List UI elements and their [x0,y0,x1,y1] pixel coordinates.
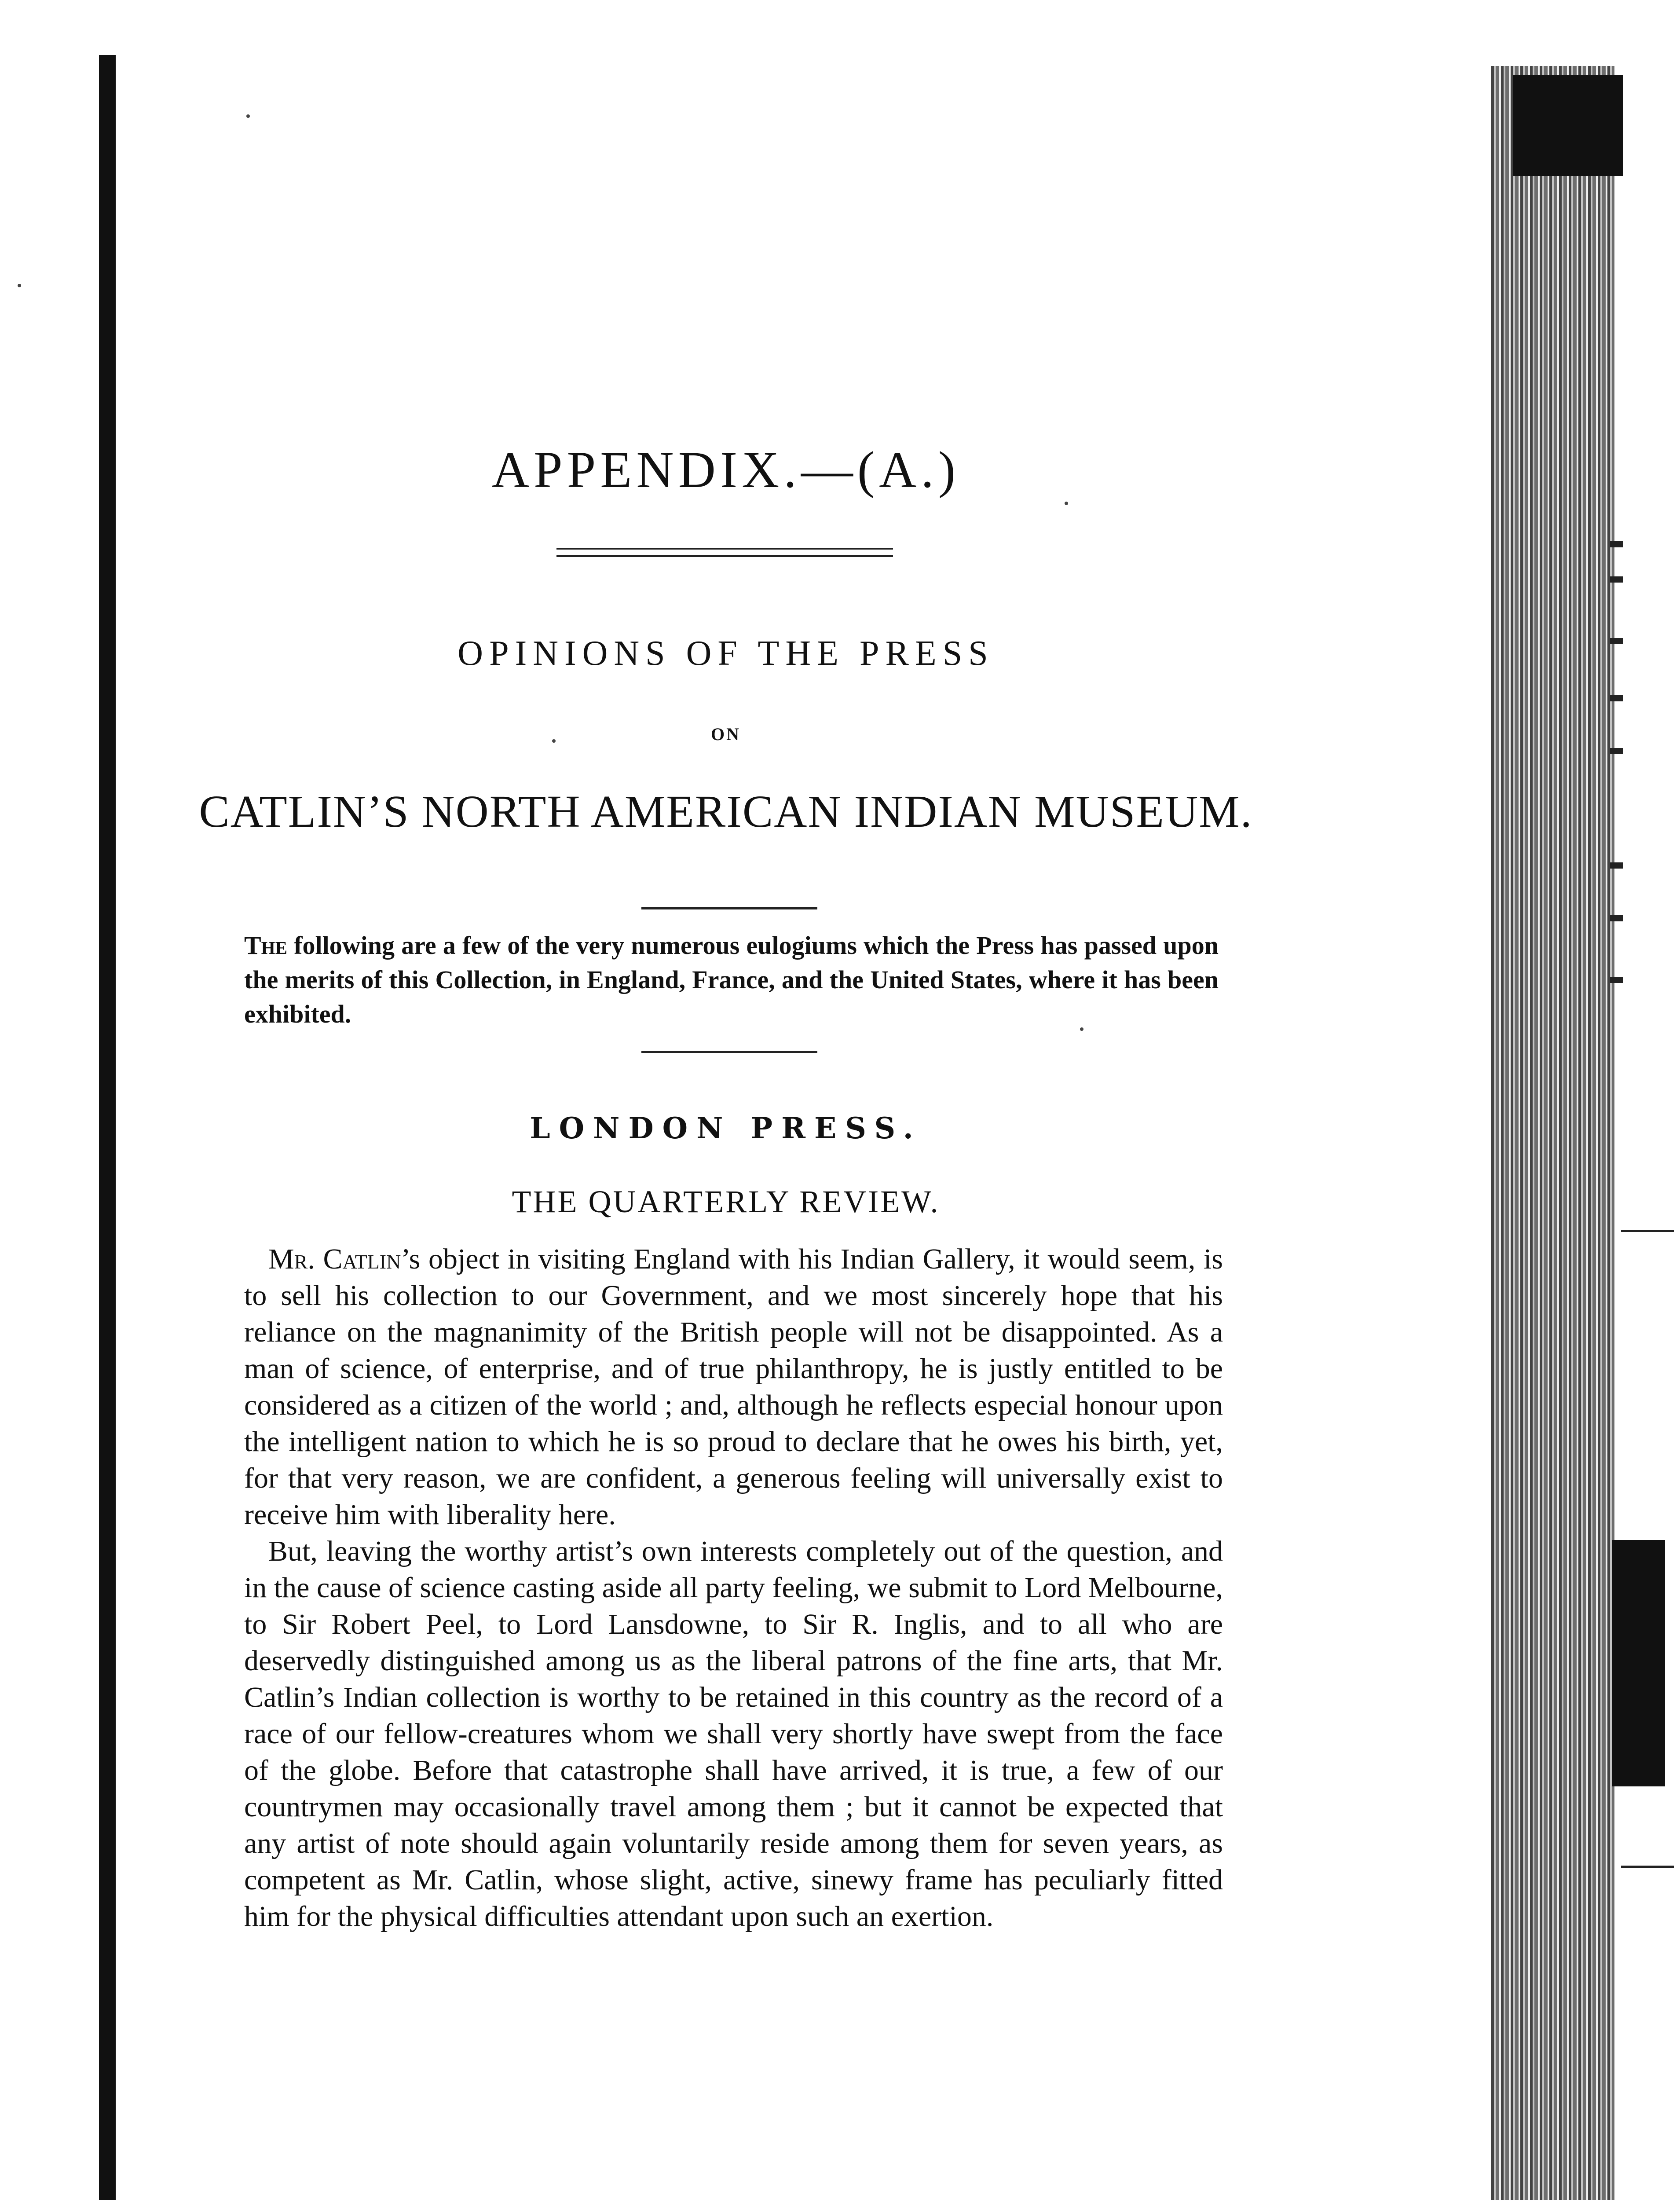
title-double-rule-top [556,548,893,550]
edge-tick [1610,541,1623,547]
paragraph-text: ’s object in visiting England with his Indian Gallery, it would seem, is to sell his collection to our Government, and we most sincerely hope that his reliance on the magnanimity of the British people will not be disappointed. As a man of science, of enterprise, and of true philanthropy, he is justly entitled to be considered as a citizen of the world ; and, although he reflects especial honour upon the intelligent nation to which he is so proud to declare that he owes his birth, yet, for that very reason, we are confident, a generous feeling will universally exist to receive him with liberality here. [244,1243,1223,1531]
edge-tick [1610,576,1623,583]
paragraph [244,1241,1223,1533]
section-heading: LONDON PRESS. [530,1111,922,1145]
edge-rule [1621,1866,1674,1868]
title-double-rule-bottom [556,555,893,557]
short-rule-top [641,907,817,909]
paragraph-text: But, leaving the worthy artist’s own interests completely out of the question, and in the cause of science casting aside all party feeling, we submit to Lord Melbourne, to Sir Robert Peel, to Lord Lansdowne, to Sir R. Inglis, and to all who are deservedly distinguished among us as the liberal patrons of the fine arts, that Mr. Catlin’s Indian collection is worthy to be retained in this country as the record of a race of our fellow-creatures whom we shall very shortly have swept from the face of the globe. Before that catastrophe shall have arrived, it is true, a few of our countrymen may occasionally travel among them ; but it cannot be expected that any artist of note should again voluntarily reside among them for seven years, as competent as Mr. Catlin, whose slight, active, sinewy frame has peculiarly fitted him for the physical difficulties attendant upon such an exertion. [244,1535,1223,1932]
paragraph [244,1533,1223,1935]
speck [246,114,250,118]
edge-rule [1621,1230,1674,1232]
paragraph-lead: Mr. Catlin [268,1243,401,1275]
intro-paragraph [244,928,1219,1031]
edge-tick [1610,915,1623,921]
short-rule-bottom [641,1051,817,1053]
page-edge-dark-block [1612,1540,1665,1786]
edge-tick [1610,977,1623,983]
intro-lead: The [244,931,287,960]
intro-text: following are a few of the very numerous eulogiums which the Press has passed upon the merits of this Collection, in England, France, and the United States, where it has been exhibited. [244,931,1219,1028]
body-text [244,1241,1223,1935]
edge-tick [1610,638,1623,644]
page-edge-dark-band [1513,75,1623,176]
edge-tick [1610,695,1623,701]
opinions-heading: OPINIONS OF THE PRESS [458,634,994,673]
edge-tick [1610,862,1623,869]
edge-tick [1610,748,1623,754]
page-edge-right [1491,66,1614,2200]
speck [1065,502,1068,505]
speck [18,284,21,287]
review-title: THE QUARTERLY REVIEW. [512,1184,940,1219]
museum-title: CATLIN’S NORTH AMERICAN INDIAN MUSEUM. [199,786,1253,837]
appendix-title: APPENDIX.—(A.) [491,441,960,499]
on-word: ON [711,724,741,744]
